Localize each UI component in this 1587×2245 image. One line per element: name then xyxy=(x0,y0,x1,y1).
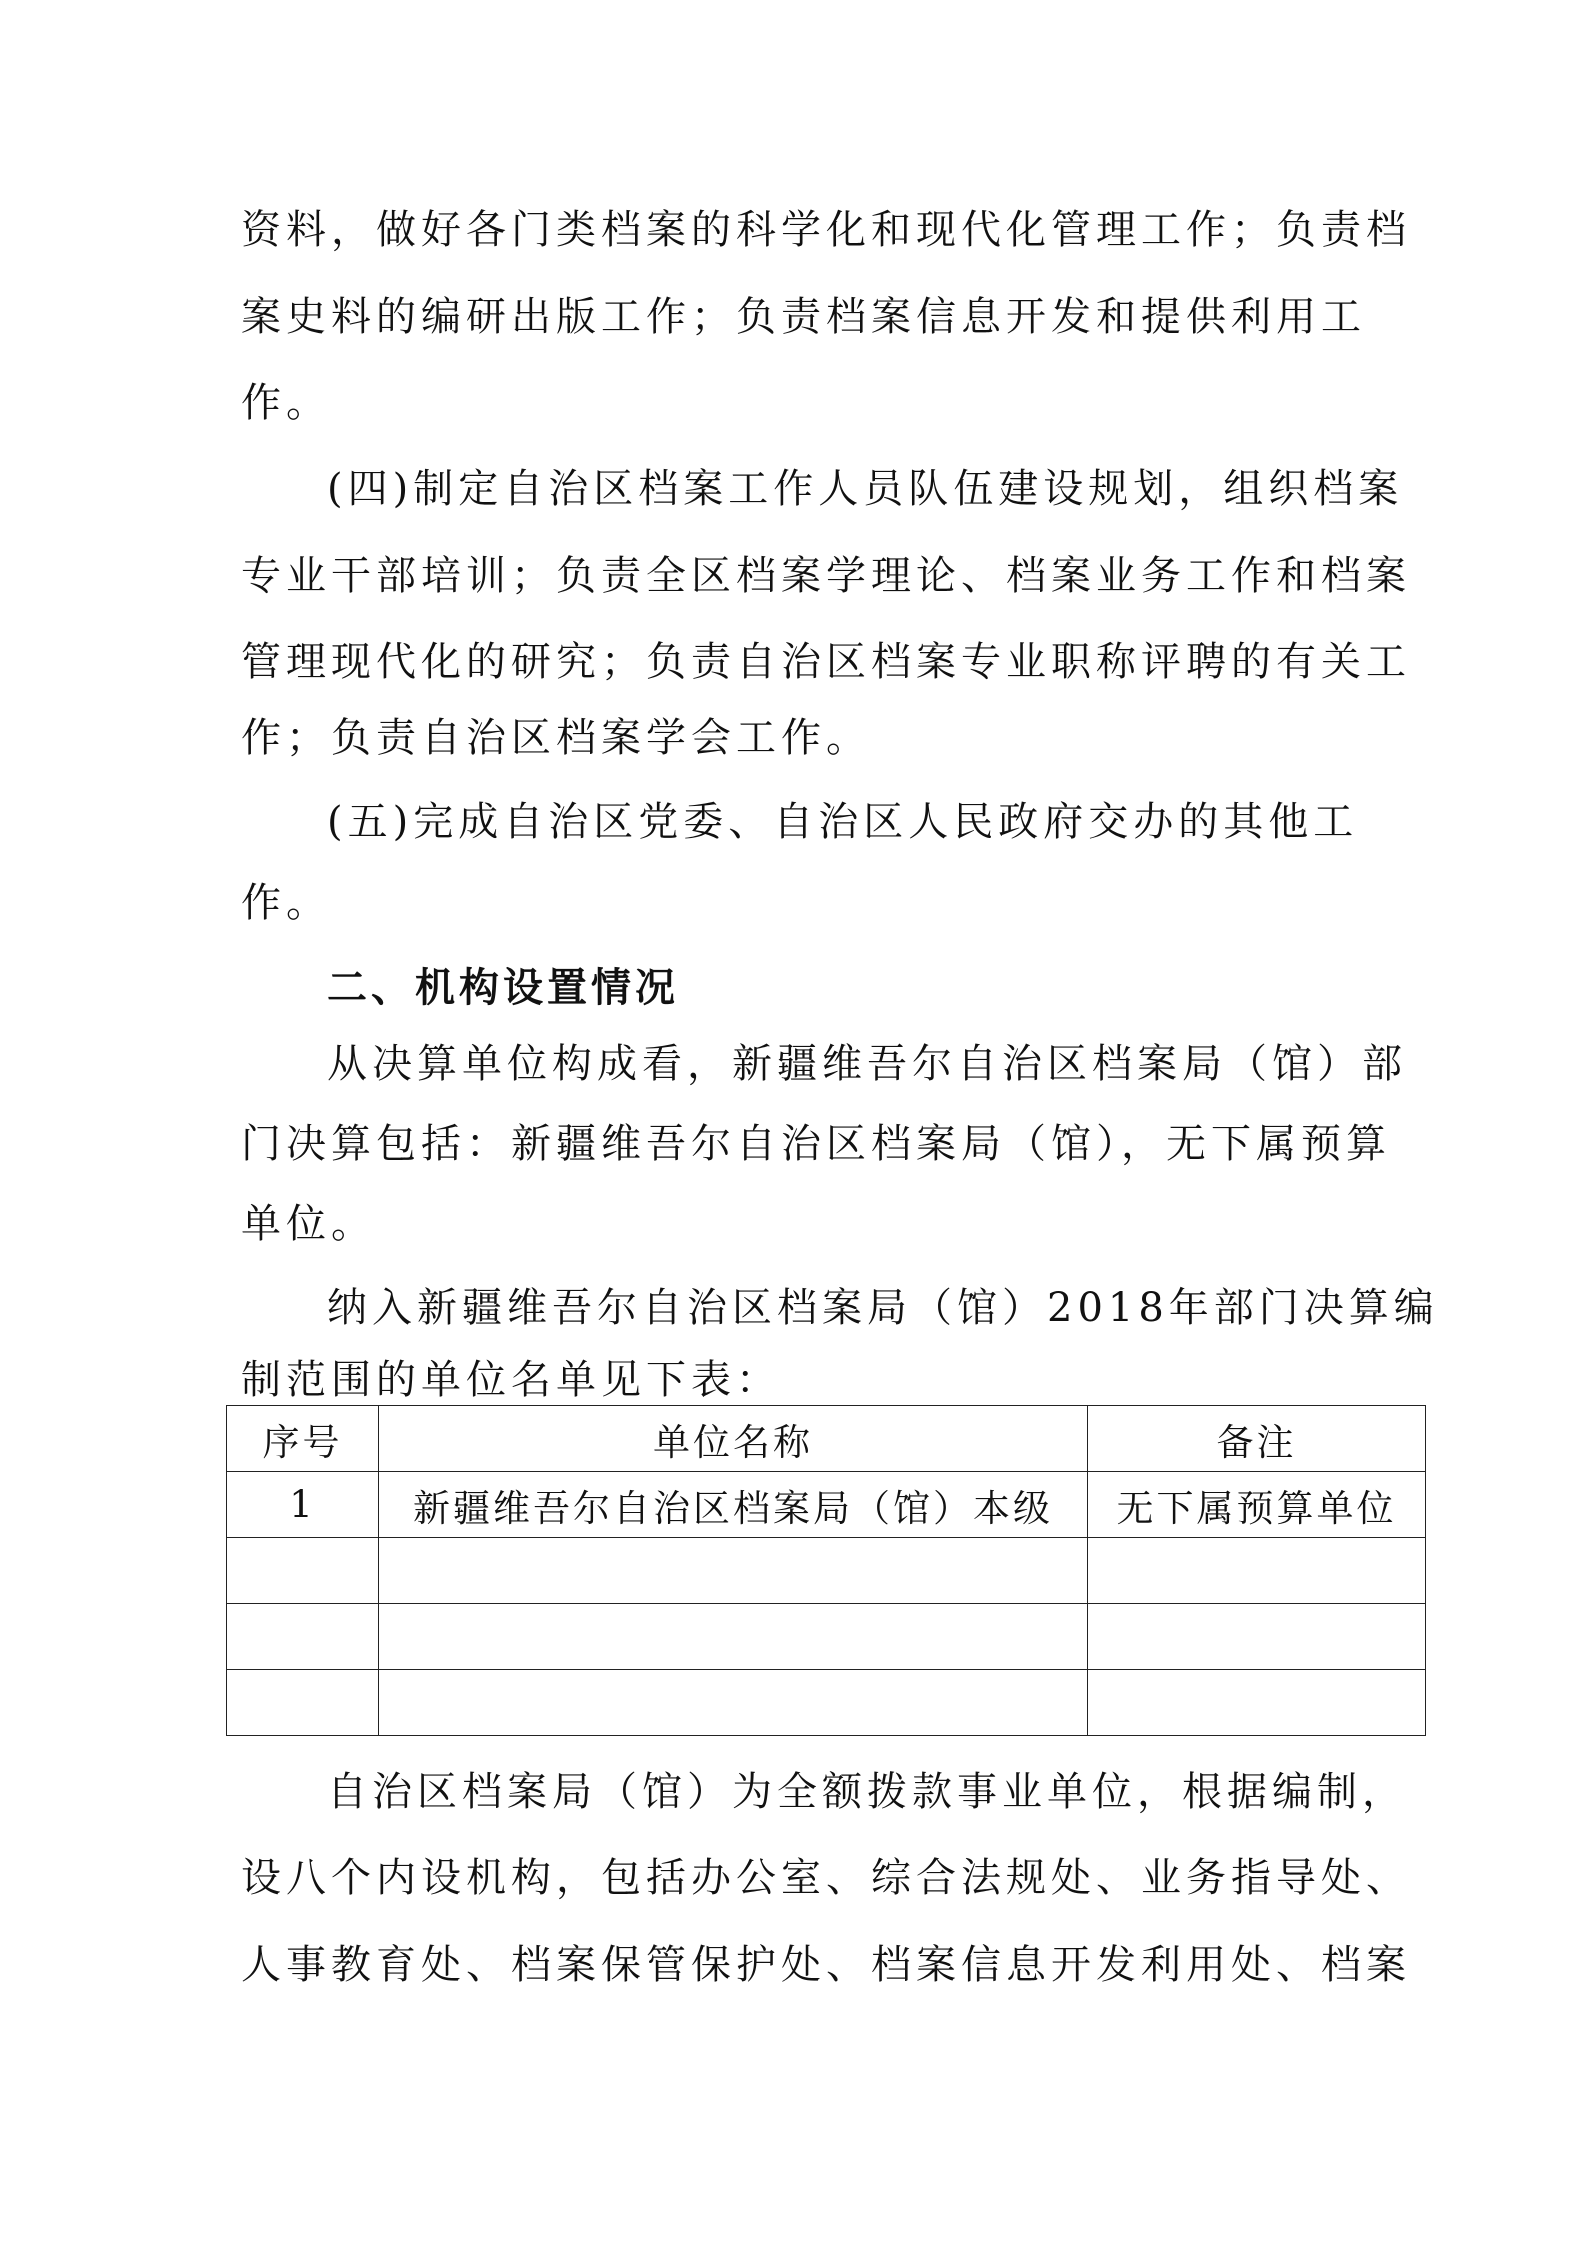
table-cell: 1 xyxy=(227,1472,379,1538)
table-row xyxy=(227,1538,1426,1604)
table-cell xyxy=(379,1538,1088,1604)
body-text-line: 案史料的编研出版工作；负责档案信息开发和提供利用工 xyxy=(241,294,1366,340)
list-item-four-line: 管理现代化的研究；负责自治区档案专业职称评聘的有关工 xyxy=(241,639,1411,685)
table-cell xyxy=(379,1604,1088,1670)
list-item-four-line: (四)制定自治区档案工作人员队伍建设规划，组织档案 xyxy=(327,466,1404,512)
table-cell: 新疆维吾尔自治区档案局（馆）本级 xyxy=(379,1472,1088,1538)
closing-text-line: 设八个内设机构，包括办公室、综合法规处、业务指导处、 xyxy=(241,1855,1411,1901)
table-cell xyxy=(1088,1604,1426,1670)
list-item-five-line: (五)完成自治区党委、自治区人民政府交办的其他工 xyxy=(327,799,1359,845)
closing-text-line: 自治区档案局（馆）为全额拨款事业单位，根据编制， xyxy=(327,1769,1407,1815)
table-cell xyxy=(227,1670,379,1736)
unit-list-table xyxy=(226,1405,1426,1736)
scope-text-line: 纳入新疆维吾尔自治区档案局（馆）2018年部门决算编 xyxy=(327,1285,1439,1331)
body-text-line: 资料，做好各门类档案的科学化和现代化管理工作；负责档 xyxy=(241,207,1411,253)
list-item-four-line: 作；负责自治区档案学会工作。 xyxy=(241,715,871,761)
composition-text-line: 门决算包括：新疆维吾尔自治区档案局（馆），无下属预算 xyxy=(241,1121,1391,1167)
table-cell xyxy=(1088,1538,1426,1604)
table-cell: 无下属预算单位 xyxy=(1088,1472,1426,1538)
table-row xyxy=(227,1670,1426,1736)
table-cell xyxy=(227,1538,379,1604)
section-heading: 二、机构设置情况 xyxy=(327,965,679,1011)
scope-text-line: 制范围的单位名单见下表： xyxy=(241,1357,781,1403)
closing-text-line: 人事教育处、档案保管保护处、档案信息开发利用处、档案 xyxy=(241,1942,1411,1988)
composition-text-line: 从决算单位构成看，新疆维吾尔自治区档案局（馆）部 xyxy=(327,1041,1407,1087)
table-cell xyxy=(1088,1670,1426,1736)
composition-text-line: 单位。 xyxy=(241,1201,376,1247)
table-cell xyxy=(227,1604,379,1670)
list-item-five-line: 作。 xyxy=(241,880,331,926)
list-item-four-line: 专业干部培训；负责全区档案学理论、档案业务工作和档案 xyxy=(241,553,1411,599)
table-row xyxy=(227,1604,1426,1670)
table-row xyxy=(227,1472,1426,1538)
body-text-line: 作。 xyxy=(241,380,331,426)
header-cell-unit-name: 单位名称 xyxy=(379,1406,1088,1472)
table-cell xyxy=(379,1670,1088,1736)
table-header-row xyxy=(227,1406,1426,1472)
header-cell-remark: 备注 xyxy=(1088,1406,1426,1472)
header-cell-index: 序号 xyxy=(227,1406,379,1472)
